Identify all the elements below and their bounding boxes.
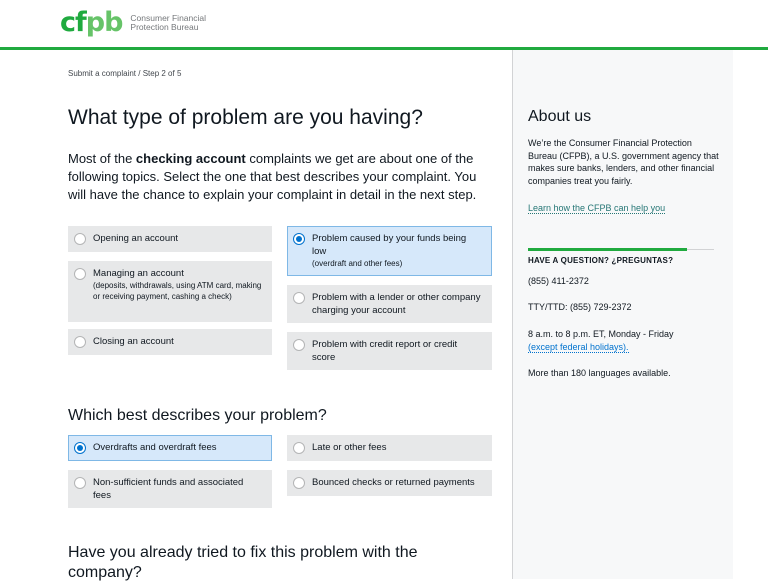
logo-text-line2: Protection Bureau bbox=[130, 22, 199, 32]
radio-icon[interactable] bbox=[293, 292, 305, 304]
option-funds-low[interactable] bbox=[287, 226, 492, 276]
option-sublabel: (deposits, withdrawals, using ATM card, making or receiving payment, cashing a check) bbox=[93, 281, 262, 301]
option-label: Non-sufficient funds and associated fees bbox=[93, 477, 244, 501]
option-sublabel: (overdraft and other fees) bbox=[312, 259, 403, 268]
site-header bbox=[0, 0, 768, 50]
logo-mark-cf: cf bbox=[60, 7, 86, 38]
option-late-fees[interactable] bbox=[287, 435, 492, 461]
breadcrumb: Submit a complaint / Step 2 of 5 bbox=[68, 69, 182, 78]
radio-icon[interactable] bbox=[74, 477, 86, 489]
radio-icon[interactable] bbox=[74, 268, 86, 280]
phone-number: (855) 411-2372 bbox=[528, 276, 589, 286]
option-label: Problem caused by your funds being low bbox=[312, 233, 467, 257]
radio-icon[interactable] bbox=[74, 336, 86, 348]
learn-how-link[interactable]: Learn how the CFPB can help you bbox=[528, 203, 666, 213]
logo-mark bbox=[60, 8, 122, 38]
option-label: Managing an account bbox=[93, 268, 184, 279]
option-closing-account[interactable] bbox=[68, 329, 272, 355]
help-heading: HAVE A QUESTION? ¿PREGUNTAS? bbox=[528, 256, 674, 265]
option-label: Overdrafts and overdraft fees bbox=[93, 442, 217, 453]
option-non-sufficient-funds[interactable] bbox=[68, 470, 272, 508]
tty-number: TTY/TTD: (855) 729-2372 bbox=[528, 302, 632, 312]
option-label: Late or other fees bbox=[312, 442, 387, 453]
option-credit-report[interactable] bbox=[287, 332, 492, 370]
intro-bold: checking account bbox=[135, 151, 246, 166]
radio-icon[interactable] bbox=[293, 477, 305, 489]
option-managing-account[interactable] bbox=[68, 261, 272, 322]
sidebar-divider-accent bbox=[528, 248, 687, 251]
intro-suffix: complaints we get are about one of the following topics. Select the one that best describes your complaint. You will have the chance to explain your complaint in detail in the next step. bbox=[68, 151, 477, 202]
radio-icon[interactable] bbox=[293, 442, 305, 454]
option-label: Bounced checks or returned payments bbox=[312, 477, 475, 488]
radio-icon[interactable] bbox=[74, 233, 86, 245]
sidebar bbox=[512, 50, 733, 579]
radio-selected-icon[interactable] bbox=[74, 442, 86, 454]
next-question-title: Have you already tried to fix this problem with the company? bbox=[68, 544, 418, 581]
logo-mark-pb: pb bbox=[85, 7, 123, 38]
radio-icon[interactable] bbox=[293, 339, 305, 351]
intro-text bbox=[68, 150, 478, 204]
languages-text: More than 180 languages available. bbox=[528, 368, 671, 378]
option-opening-account[interactable] bbox=[68, 226, 272, 252]
option-label: Opening an account bbox=[93, 233, 179, 244]
about-text: We’re the Consumer Financial Protection Bureau (CFPB), a U.S. government agency that makes sure banks, lenders, and other financial companies treat you fairly. bbox=[528, 138, 719, 186]
option-lender-charging[interactable] bbox=[287, 285, 492, 323]
hours-text: 8 a.m. to 8 p.m. ET, Monday - Friday bbox=[528, 329, 674, 339]
radio-selected-icon[interactable] bbox=[293, 233, 305, 245]
cfpb-logo[interactable] bbox=[60, 8, 206, 38]
option-bounced-checks[interactable] bbox=[287, 470, 492, 496]
logo-text-line1: Consumer Financial bbox=[130, 13, 207, 23]
intro-prefix: Most of the bbox=[68, 151, 136, 166]
sub-problem-title: Which best describes your problem? bbox=[68, 407, 327, 424]
about-title: About us bbox=[528, 108, 592, 125]
option-overdrafts[interactable] bbox=[68, 435, 272, 461]
option-label: Closing an account bbox=[93, 336, 174, 347]
option-label: Problem with a lender or other company charging your account bbox=[312, 292, 481, 316]
option-label: Problem with credit report or credit score bbox=[312, 339, 458, 363]
page-title: What type of problem are you having? bbox=[68, 106, 423, 129]
federal-holidays-link[interactable]: (except federal holidays). bbox=[528, 342, 629, 352]
logo-text bbox=[130, 14, 206, 32]
